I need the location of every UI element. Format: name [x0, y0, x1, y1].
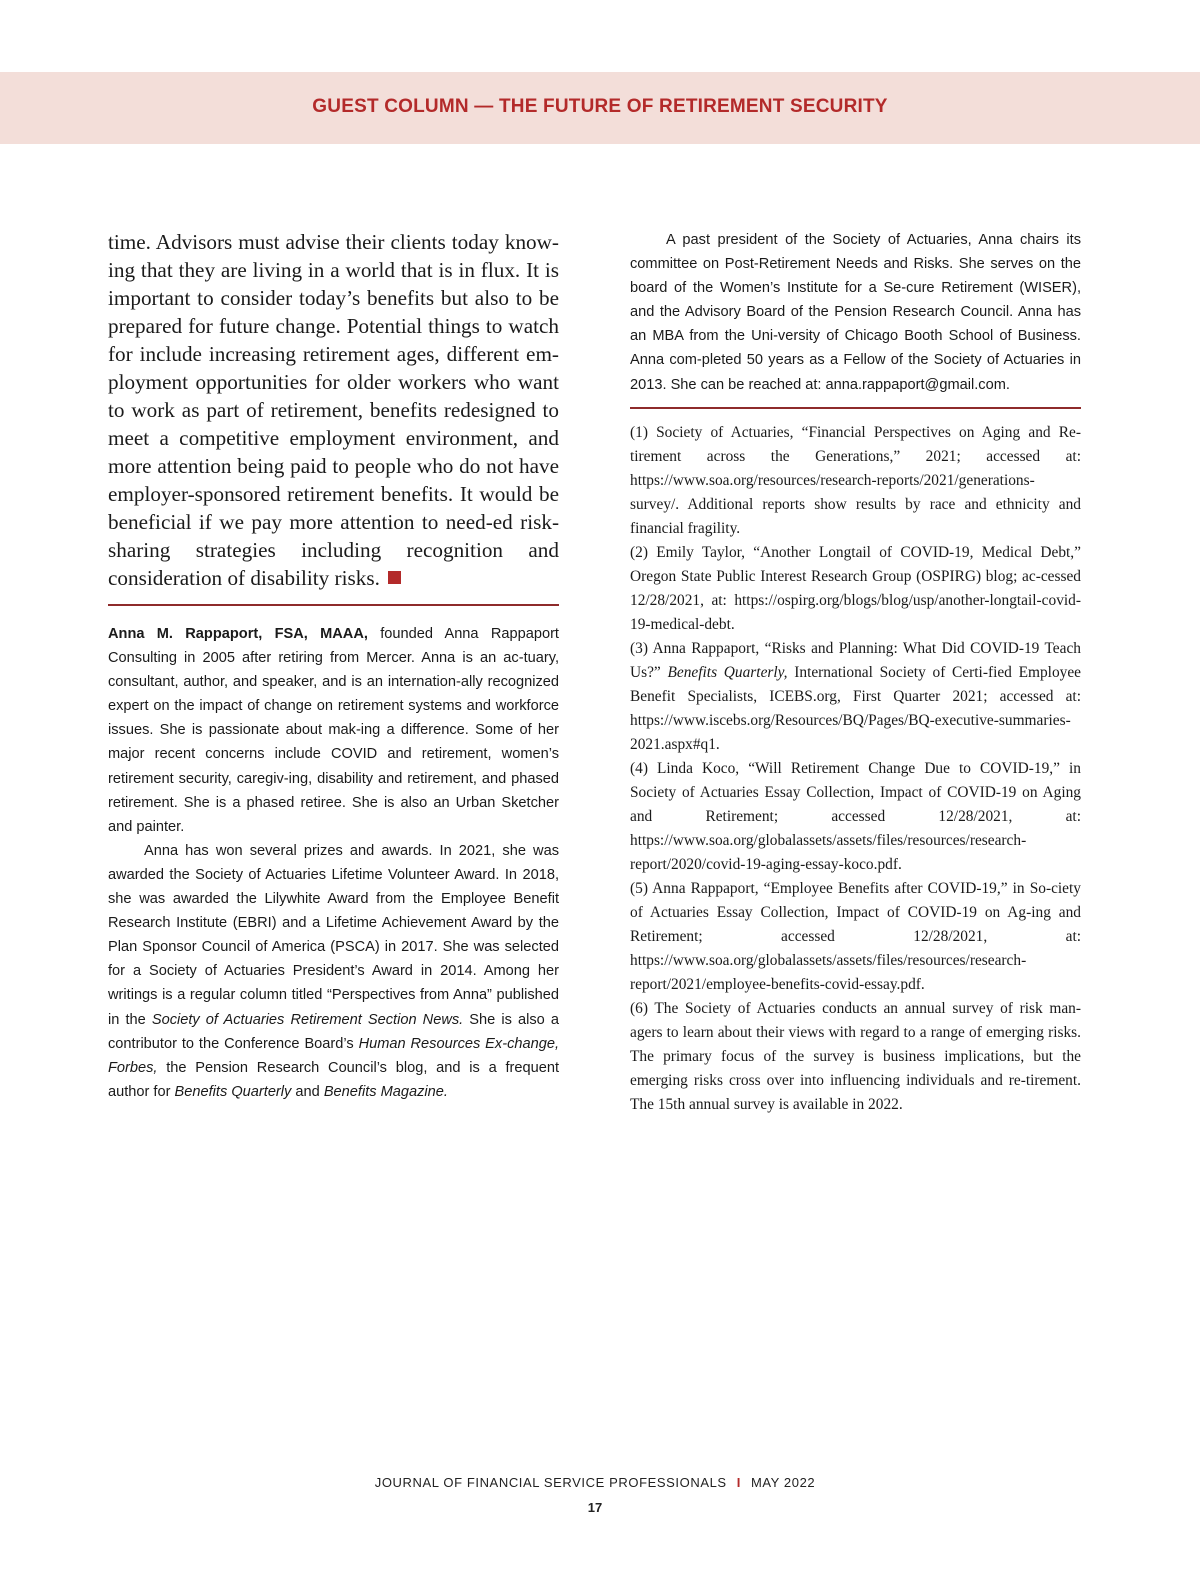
- right-column: [630, 228, 1081, 1117]
- endnote-3: [630, 637, 1081, 757]
- bio-p2-text-c: the Pension Research Council’s blog, and is a frequent author for: [108, 1059, 559, 1100]
- endnote-6: (6) The Society of Actuaries conducts an annual survey of risk man-agers to learn about their views with regard to a range of emerging risks. The primary focus of the survey is business implications, but the emerging risks cross over into influencing individuals and re-tirement. The 15th annual survey is available in 2022.: [630, 999, 1081, 1113]
- bio-paragraph-1: [108, 622, 559, 839]
- endnote-3-text-a: (3) Anna Rappaport, “Risks and Planning: What Did COVID-19 Teach Us?”: [630, 639, 1081, 681]
- column-title: GUEST COLUMN — THE FUTURE OF RETIREMENT SECURITY: [312, 96, 888, 117]
- publication-title: Benefits Quarterly: [174, 1083, 292, 1100]
- endnote-2: (2) Emily Taylor, “Another Longtail of COVID-19, Medical Debt,” Oregon State Public Interest Research Group (OSPIRG) blog; ac-cessed 12/28/2021, at: https://ospirg.org/blogs/blog/usp/another-longtail-covid-19-medical-debt.: [630, 543, 1081, 633]
- end-of-article-mark: [388, 571, 401, 584]
- journal-name: JOURNAL OF FINANCIAL SERVICE PROFESSIONALS: [374, 1475, 727, 1490]
- bio-paragraph-3: A past president of the Society of Actuaries, Anna chairs its committee on Post-Retirement Needs and Risks. She serves on the board of the Women’s Institute for a Se-cure Retirement (WISER), and the Advisory Board of the Pension Research Council. Anna has an MBA from the Uni-versity of Chicago Booth School of Business. Anna com-pleted 50 years as a Fellow of the Society of Actuaries in 2013. She can be reached at: anna.rappaport@gmail.com.: [630, 232, 1081, 393]
- bio-p2-text-b: She is also a contributor to the Conference Board’s: [108, 1011, 559, 1052]
- footer: [0, 1475, 1190, 1490]
- divider-rule: [108, 604, 559, 606]
- left-column: [108, 228, 559, 1104]
- divider-rule: [630, 407, 1081, 409]
- footer-separator: I: [736, 1475, 741, 1490]
- bio-p2-text-d: and: [291, 1083, 324, 1100]
- publication-title: Benefits Magazine.: [323, 1083, 448, 1100]
- endnote-3-text-b: International Society of Certi-fied Employee Benefit Specialists, ICEBS.org, First Quarter 2021; accessed at: https://www.iscebs.org/Resources/BQ/Pages/BQ-executive-summaries-2021.aspx#q1.: [630, 663, 1081, 753]
- endnote-1: (1) Society of Actuaries, “Financial Perspectives on Aging and Re-tirement across the Generations,” 2021; accessed at: https://www.soa.org/resources/research-reports/2021/generations-survey/. Additional reports show results by race and ethnicity and financial fragility.: [630, 423, 1081, 537]
- bio-p2-text-a: Anna has won several prizes and awards. In 2021, she was awarded the Society of Actuaries Lifetime Volunteer Award. In 2018, she was awarded the Lilywhite Award from the Employee Benefit Research Institute (EBRI) and a Lifetime Achievement Award by the Plan Sponsor Council of America (PSCA) in 2017. She was selected for a Society of Actuaries President’s Award in 2014. Among her writings is a regular column titled “Perspectives from Anna” published in the: [108, 842, 559, 1028]
- publication-title: Human Resources Ex-change, Forbes,: [108, 1035, 559, 1076]
- page-number: 17: [587, 1500, 603, 1515]
- author-bio: [108, 622, 559, 1104]
- endnotes: [630, 421, 1081, 1117]
- article-closing-paragraph: [108, 228, 559, 592]
- article-text: time. Advisors must advise their clients today know-ing that they are living in a world that is in flux. It is important to consider today’s benefits but also to be prepared for future change. Potential things to watch for include increasing retirement ages, different em-ployment opportunities for older workers who want to work as part of retirement, benefits redesigned to meet a competitive employment environment, and more attention being paid to people who do not have employer-sponsored retirement benefits. It would be beneficial if we pay more attention to need-ed risk-sharing strategies including recognition and consideration of disability risks.: [108, 230, 559, 590]
- bio-paragraph-2: [108, 839, 559, 1104]
- endnote-5: (5) Anna Rappaport, “Employee Benefits after COVID-19,” in So-ciety of Actuaries Essay Collection, Impact of COVID-19 on Ag-ing and Retirement; accessed 12/28/2021, at: https://www.soa.org/globalassets/assets/files/resources/research-report/2021/employee-benefits-covid-essay.pdf.: [630, 879, 1081, 993]
- publication-title: Society of Actuaries Retirement Section News.: [151, 1011, 464, 1028]
- bio-p1-text: founded Anna Rappaport Consulting in 2005 after retiring from Mercer. Anna is an ac-tuary, consultant, author, and speaker, and is an internation-ally recognized expert on the impact of change on retirement systems and workforce issues. She is passionate about mak-ing a difference. Some of her major recent concerns include COVID and retirement, women’s retirement security, caregiv-ing, disability and retirement, and phased retirement. She is a phased retiree. She is also an Urban Sketcher and painter.: [108, 626, 559, 835]
- author-name: Anna M. Rappaport, FSA, MAAA,: [108, 626, 368, 642]
- issue-date: MAY 2022: [750, 1475, 816, 1490]
- endnote-4: (4) Linda Koco, “Will Retirement Change Due to COVID-19,” in Society of Actuaries Essay Collection, Impact of COVID-19 on Aging and Retirement; accessed 12/28/2021, at: https://www.soa.org/globalassets/assets/files/resources/research-report/2020/covid-19-aging-essay-koco.pdf.: [630, 759, 1081, 873]
- publication-title: Benefits Quarterly,: [667, 663, 788, 681]
